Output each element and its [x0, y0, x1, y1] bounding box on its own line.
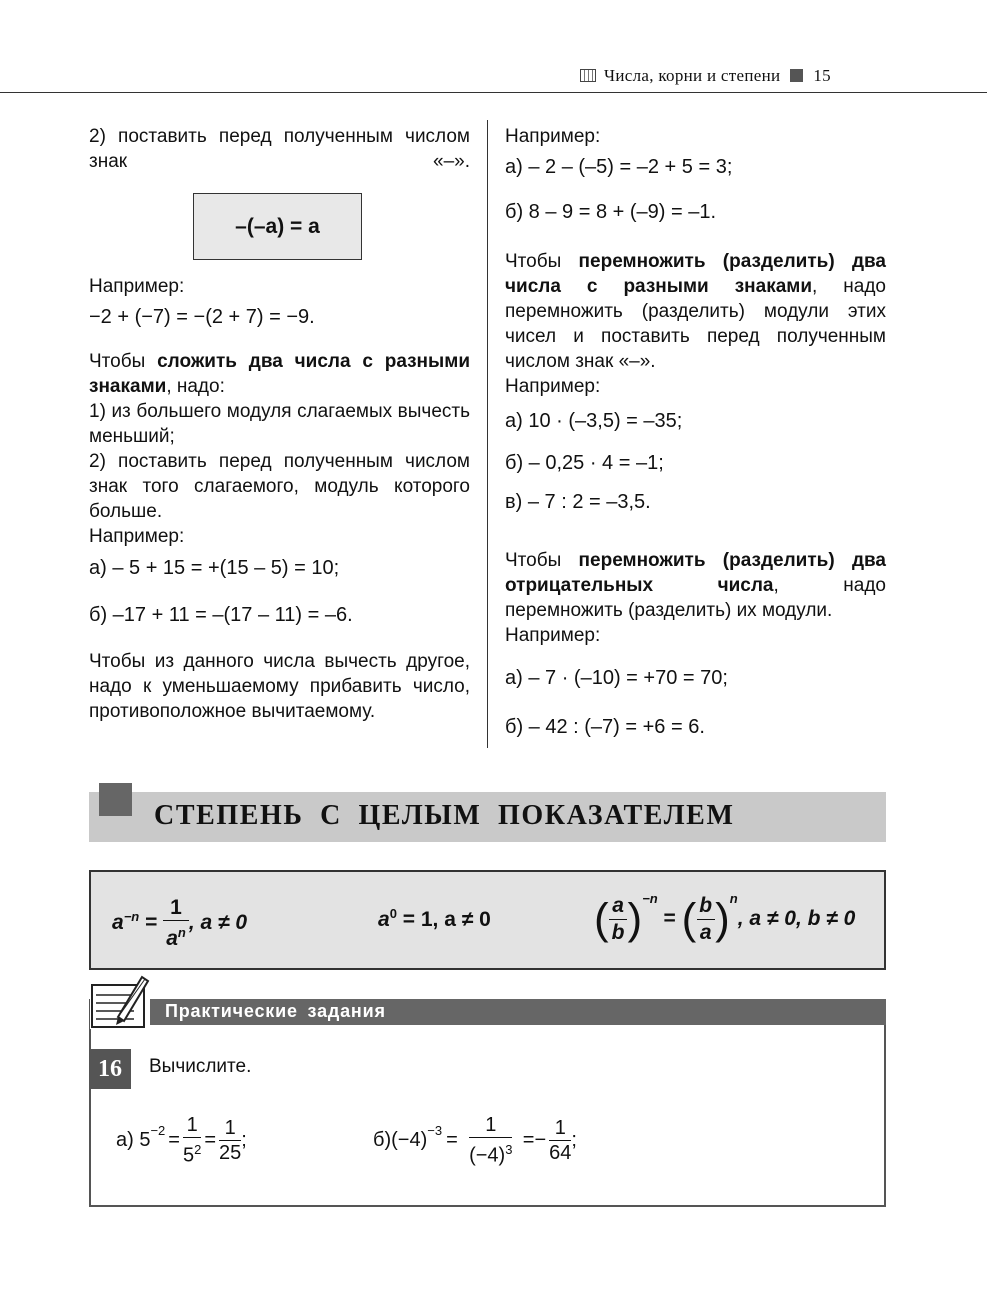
p6-end: , надо перемножить (разделить) их модули.: [505, 575, 886, 621]
f3-rparen-left: ): [627, 894, 643, 944]
b-fraction-2: [549, 1116, 571, 1165]
p5-bold: перемножить (разделить) два числа с разными знаками: [505, 251, 886, 297]
a-den1-exp: 2: [194, 1142, 202, 1157]
right-label-3: Например:: [505, 625, 601, 646]
formula-2: [378, 906, 491, 932]
f1-exp: −n: [123, 909, 140, 925]
right-example-2c: в) – 7 : 2 = –3,5.: [505, 491, 651, 513]
task-number: 16: [89, 1049, 131, 1089]
example-b: б) –17 + 11 = –(17 – 11) = –6.: [89, 604, 353, 626]
b-label: б)(−4): [373, 1128, 428, 1151]
example-label: Например:: [89, 276, 185, 297]
right-label-1: Например:: [505, 126, 601, 147]
p3-end: , надо:: [166, 376, 225, 397]
calculator-icon: [580, 69, 596, 82]
task-16b: б)(−4) $^{-3}$ = $\frac{1}{(-4)^3}$ =− $\frac{1}{64}$ ;: [373, 1114, 577, 1167]
f3-rparen-right: ): [715, 894, 730, 944]
p5-start: Чтобы: [505, 251, 562, 272]
f2-exp: 0: [389, 906, 397, 921]
b-exp: −3: [427, 1122, 443, 1138]
right-example-1b: б) 8 – 9 = 8 + (–9) = –1.: [505, 201, 717, 223]
f3-exp-right: n: [729, 891, 738, 907]
f1-den-exp: n: [177, 925, 186, 940]
right-label-2: Например:: [505, 376, 601, 397]
example-a: а) – 5 + 15 = +(15 – 5) = 10;: [89, 557, 340, 579]
section-square-icon: [99, 783, 132, 816]
f3-right-fraction: [696, 893, 715, 946]
section-title: СТЕПЕНЬ С ЦЕЛЫМ ПОКАЗАТЕЛЕМ: [154, 800, 735, 831]
f3-cond: , a ≠ 0, b ≠ 0: [737, 907, 856, 931]
f1-cond: , a ≠ 0: [188, 911, 248, 935]
b-num2: 1: [554, 1116, 566, 1139]
a-den1: 5: [182, 1144, 195, 1167]
rule-box: [193, 193, 362, 260]
f1-fraction: [163, 896, 189, 951]
formula-3: ( $\frac{a}{b}$ )$^{-n}$ = ( $\frac{b}{a}$ )$^n$, a ≠ 0, b ≠ 0: [594, 891, 856, 944]
page-number: 15: [813, 66, 831, 85]
p6-start: Чтобы: [505, 550, 562, 571]
p5-end: , надо перемножить (разделить) модули этих чисел и поставить перед полученным числом знак «–».: [505, 276, 886, 372]
b-den1-exp: 3: [505, 1142, 513, 1157]
a-fraction-2: [219, 1116, 241, 1165]
left-paragraph-1: 2) поставить перед полученным числом знак «–».: [89, 126, 470, 172]
b-den2: 64: [549, 1141, 572, 1164]
p3-bold: сложить два числа с разными знаками: [89, 351, 470, 397]
rule-formula: –(–a) = a: [235, 214, 320, 238]
p3-label: Например:: [89, 526, 185, 547]
a-exp: −2: [150, 1122, 166, 1138]
practice-box: [89, 999, 886, 1207]
task-text: Вычислите.: [149, 1056, 252, 1077]
f1-base: a: [112, 911, 124, 935]
f3-left-num: a: [612, 894, 624, 917]
f2-eq: = 1, a ≠ 0: [402, 908, 491, 931]
running-header: [580, 66, 900, 86]
f3-lparen-left: (: [594, 894, 609, 944]
example-formula: −2 + (−7) = −(2 + 7) = −9.: [89, 306, 315, 328]
a-num1: 1: [186, 1114, 198, 1136]
p3-start: Чтобы: [89, 351, 146, 372]
right-paragraph-5: [505, 249, 886, 399]
f3-right-num: b: [699, 894, 713, 917]
formula-1: [112, 896, 247, 951]
right-example-2a: а) 10 · (–3,5) = –35;: [505, 410, 683, 432]
notebook-pencil-icon: [90, 973, 150, 1029]
right-example-1a: а) – 2 – (–5) = –2 + 5 = 3;: [505, 156, 733, 178]
f3-exp-left: −n: [642, 891, 658, 907]
p6-bold: перемножить (разделить) два отрицательных числа: [505, 550, 886, 596]
f1-eq: =: [145, 911, 158, 935]
f3-left-fraction: [609, 893, 628, 946]
p3-step2: 2) поставить перед полученным числом знак того слагаемого, модуль которого больше.: [89, 451, 470, 522]
column-divider: [487, 120, 488, 748]
task-16a: а) 5 $^{-2}$ = $\frac{1}{5^2}$ = $\frac{1}{25}$ ;: [116, 1114, 247, 1167]
f3-left-den: b: [609, 919, 628, 946]
right-example-2b: б) – 0,25 · 4 = –1;: [505, 452, 664, 474]
f3-lparen-right: (: [681, 894, 697, 944]
header-rule: [0, 92, 987, 93]
right-example-3b: б) – 42 : (–7) = +6 = 6.: [505, 716, 705, 738]
f1-num: 1: [170, 896, 182, 919]
b-fraction-1: [462, 1113, 520, 1168]
b-den1: (−4): [469, 1144, 506, 1167]
a-den2: 25: [219, 1141, 242, 1164]
practice-title: Практические задания: [165, 1001, 386, 1021]
left-paragraph-3: [89, 349, 470, 549]
header-title: Числа, корни и степени: [604, 66, 781, 85]
a-num2: 1: [224, 1116, 236, 1139]
f2-base: a: [378, 908, 390, 931]
a-fraction-1: [183, 1113, 201, 1168]
a-label: а) 5: [116, 1128, 151, 1151]
b-num1: 1: [485, 1114, 497, 1136]
f1-den: a: [166, 927, 178, 950]
left-paragraph-4: Чтобы из данного числа вычесть другое, надо к уменьшаемому прибавить число, противоположное вычитаемому.: [89, 651, 470, 722]
square-bullet-icon: [790, 69, 803, 82]
f3-right-den: a: [697, 919, 715, 946]
p3-step1: 1) из большего модуля слагаемых вычесть меньший;: [89, 401, 470, 447]
right-paragraph-6: [505, 548, 886, 648]
right-example-3a: а) – 7 · (–10) = +70 = 70;: [505, 667, 728, 689]
